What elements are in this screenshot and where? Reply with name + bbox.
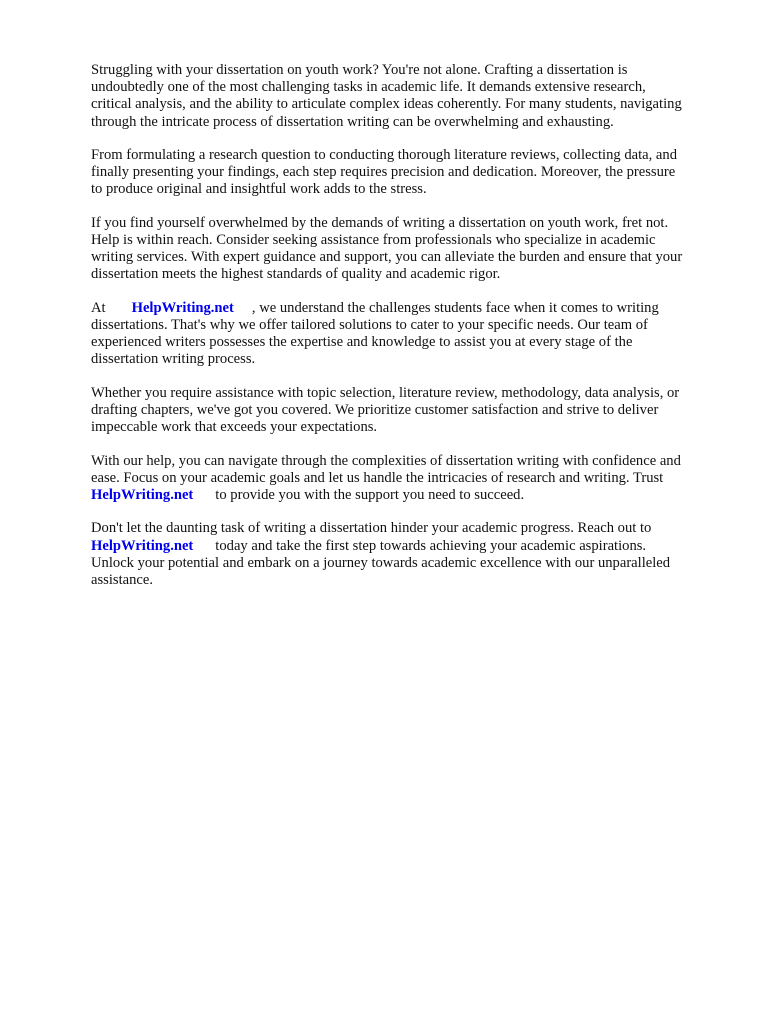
paragraph-trust [91, 453, 731, 505]
paragraph-text: , we understand the challenges students face when it comes to writing dissertations. That's why we offer tailored solutions to cater to your specific needs. Our team of experienced writers possesses the expertise and knowledge to assist you at every stage of the dissertation writing process. [91, 299, 659, 368]
paragraph-text: Don't let the daunting task of writing a dissertation hinder your academic progress. Reach out to [91, 520, 652, 537]
helpwriting-link[interactable]: HelpWriting.net [91, 537, 194, 554]
paragraph-at-helpwriting [91, 300, 731, 369]
paragraph-help: If you find yourself overwhelmed by the demands of writing a dissertation on youth work, fret not. Help is within reach. Consider seeking assistance from professionals who specialize in academic writing services. With expert guidance and support, you can alleviate the burden and ensure that your dissertation meets the highest standards of quality and academic rigor. [91, 214, 683, 283]
document-body [91, 62, 731, 605]
paragraph-services: Whether you require assistance with topic selection, literature review, methodology, data analysis, or drafting chapters, we've got you covered. We prioritize customer satisfaction and strive to deliver impeccable work that exceeds your expectations. [91, 384, 680, 436]
paragraph-text: to provide you with the support you need to succeed. [215, 487, 525, 503]
paragraph-text: today and take the first step towards achieving your academic aspirations. Unlock your potential and embark on a journey towards academic excellence with our unparalleled assistance. [91, 537, 671, 588]
paragraph-process: From formulating a research question to conducting thorough literature reviews, collecting data, and finally presenting your findings, each step requires precision and dedication. Moreover, the pressure to produce original and insightful work adds to the stress. [91, 147, 678, 198]
helpwriting-link[interactable]: HelpWriting.net [91, 487, 194, 503]
paragraph-intro: Struggling with your dissertation on youth work? You're not alone. Crafting a dissertation is undoubtedly one of the most challenging tasks in academic life. It demands extensive research, critical analysis, and the ability to articulate complex ideas coherently. For many students, navigating through the intricate process of dissertation writing can be overwhelming and exhausting. [91, 62, 682, 130]
paragraph-text: At [91, 299, 106, 316]
paragraph-text: With our help, you can navigate through the complexities of dissertation writing with confidence and ease. Focus on your academic goals and let us handle the intricacies of research and writing. Trust [91, 452, 681, 486]
paragraph-reach-out [91, 520, 731, 589]
helpwriting-link[interactable]: HelpWriting.net [131, 299, 234, 316]
